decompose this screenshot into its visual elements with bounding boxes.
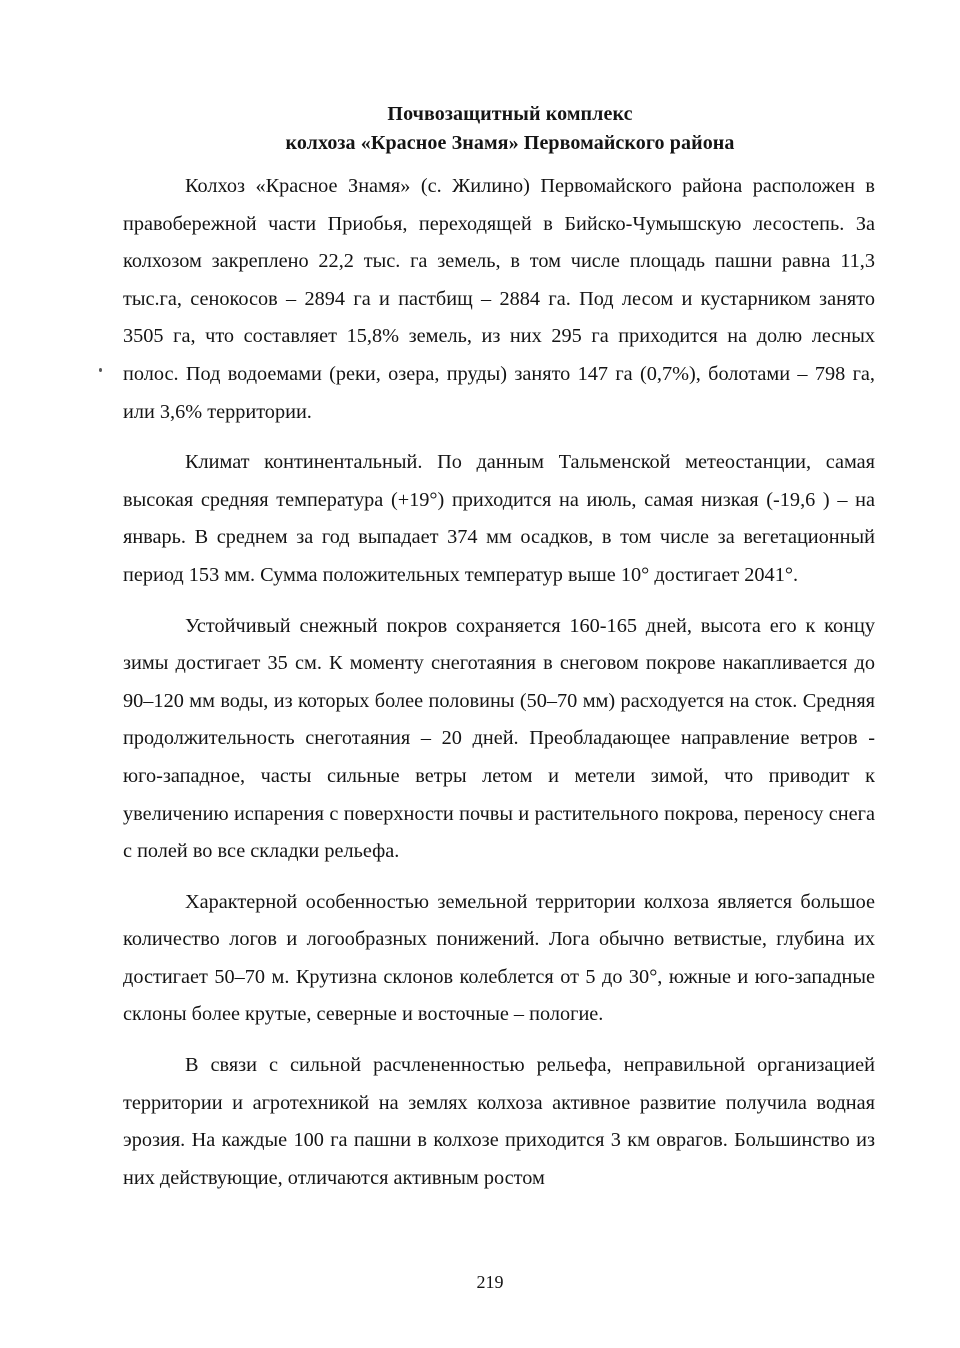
paragraph-2: Климат континентальный. По данным Тальменской метеостанции, самая высокая средняя температура (+19°) приходится на июль, самая низкая (-19,6 ) – на январь. В среднем за год выпадает 374 мм осадков, в том числе за вегетационный период 153 мм. Сумма положительных температур выше 10° достигает 2041°. <box>123 451 875 586</box>
paragraph-3: Устойчивый снежный покров сохраняется 160-165 дней, высота его к концу зимы достигает 35 см. К моменту снеготаяния в снеговом покрове накапливается до 90–120 мм воды, из которых более половины (50–70 мм) расходуется на сток. Средняя продолжительность снеготаяния – 20 дней. Преобладающее направление ветров - юго-западное, часты сильные ветры летом и метели зимой, что приводит к увеличению испарения с поверхности почвы и растительного покрова, переносу снега с полей во все складки рельефа. <box>123 614 875 863</box>
body-text <box>123 168 875 1197</box>
title-line-1: Почвозащитный комплекс <box>387 103 633 125</box>
document-title <box>0 100 960 158</box>
page-number: 219 <box>476 1272 504 1292</box>
paragraph-4: Характерной особенностью земельной территории колхоза является большое количество логов и логообразных понижений. Лога обычно ветвистые, глубина их достигает 50–70 м. Крутизна склонов колеблется от 5 до 30°, южные и юго-западные склоны более крутые, северные и восточные – пологие. <box>123 890 875 1026</box>
scan-speck <box>99 368 102 372</box>
paragraph-5: В связи с сильной расчлененностью рельефа, неправильной организацией территории и агротехникой на землях колхоза активное развитие получила водная эрозия. На каждые 100 га пашни в колхозе приходится 3 км оврагов. Большинство из них действующие, отличаются активным ростом <box>123 1054 875 1189</box>
title-line-2: колхоза «Красное Знамя» Первомайского района <box>285 132 735 154</box>
paragraph-1: Колхоз «Красное Знамя» (с. Жилино) Первомайского района расположен в правобережной части Приобья, переходящей в Бийско-Чумышскую лесостепь. За колхозом закреплено 22,2 тыс. га земель, в том числе площадь пашни равна 11,3 тыс.га, сенокосов – 2894 га и пастбищ – 2884 га. Под лесом и кустарником занято 3505 га, что составляет 15,8% земель, из них 295 га приходится на долю лесных полос. Под водоемами (реки, озера, пруды) занято 147 га (0,7%), болотами – 798 га, или 3,6% территории. <box>123 175 875 423</box>
